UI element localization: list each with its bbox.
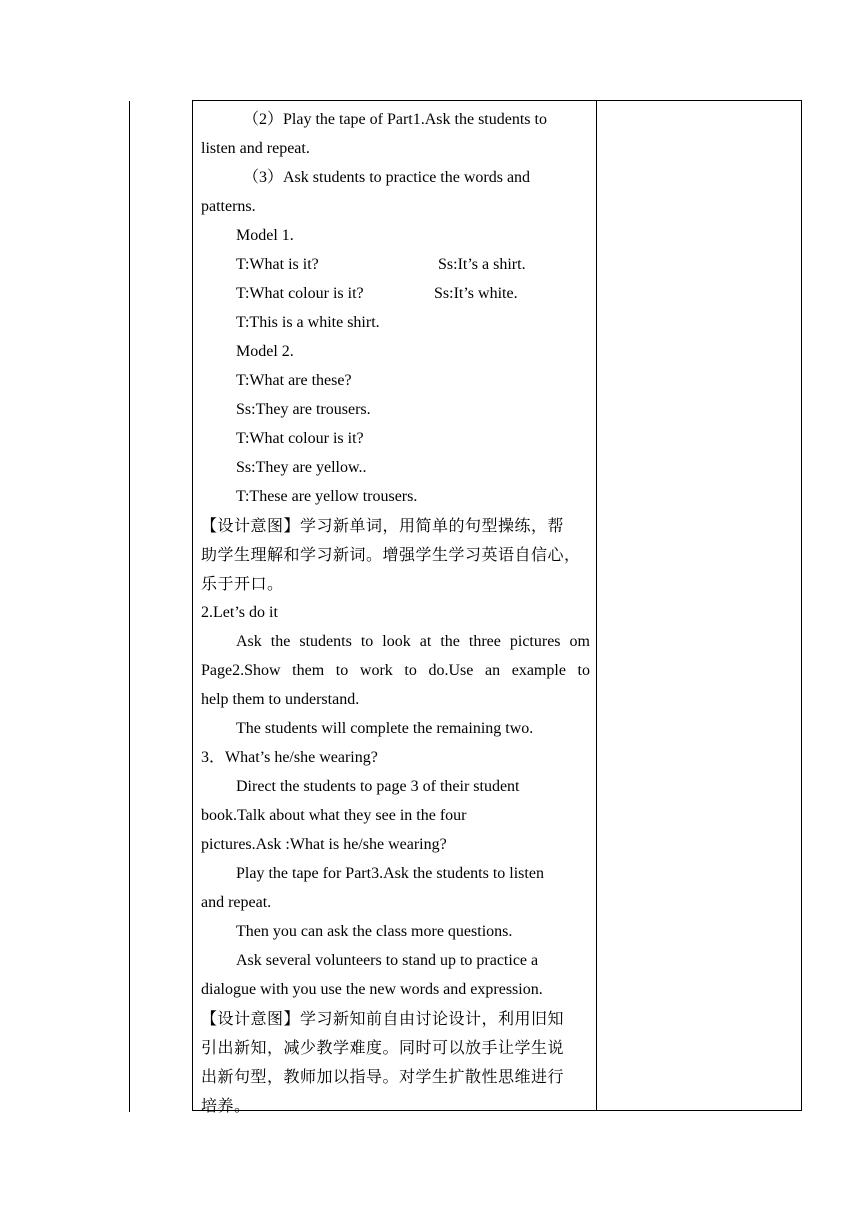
text-line: T:What are these?: [236, 372, 352, 389]
lesson-table: [192, 100, 802, 1115]
dialogue-line: [201, 279, 590, 308]
text-line: Page2.Show them to work to do.Use an example to: [201, 662, 590, 679]
text-line: pictures.Ask :What is he/she wearing?: [201, 836, 447, 853]
text-line: Direct the students to page 3 of their student: [236, 778, 520, 795]
text-line: Model 1.: [236, 227, 294, 244]
text-line: Ask several volunteers to stand up to practice a: [236, 952, 539, 969]
design-intent-line: 培养。: [201, 1096, 251, 1115]
text-line: Play the tape for Part3.Ask the students to listen: [236, 865, 544, 882]
text-line: （3）Ask students to practice the words and: [243, 169, 531, 186]
dialogue-line: [201, 250, 590, 279]
notes-cell: [597, 101, 801, 1110]
section-heading: 3．What’s he/she wearing?: [201, 749, 378, 766]
students-line: Ss:It’s white.: [434, 285, 518, 302]
text-line: and repeat.: [201, 894, 272, 911]
text-line: Model 2.: [236, 343, 294, 360]
teacher-line: T:What colour is it?: [236, 285, 364, 302]
text-line: Ss:They are yellow..: [236, 459, 367, 476]
text-line: （2）Play the tape of Part1.Ask the students to: [243, 111, 547, 128]
text-line: Ask the students to look at the three pictures om: [236, 633, 590, 650]
design-intent-line: 出新句型，教师加以指导。对学生扩散性思维进行: [201, 1067, 565, 1086]
teacher-line: T:What is it?: [236, 256, 319, 273]
text-line: Then you can ask the class more questions.: [236, 923, 513, 940]
teaching-procedure-cell: [193, 101, 597, 1115]
text-line: The students will complete the remaining two.: [236, 720, 534, 737]
text-line: dialogue with you use the new words and expression.: [201, 981, 543, 998]
design-intent-line: 【设计意图】学习新单词，用简单的句型操练，帮: [201, 516, 565, 535]
students-line: Ss:It’s a shirt.: [438, 256, 526, 273]
text-line: help them to understand.: [201, 691, 360, 708]
section-heading: 2.Let’s do it: [201, 604, 278, 621]
design-intent-line: 引出新知，减少教学难度。同时可以放手让学生说: [201, 1038, 565, 1057]
text-line: T:What colour is it?: [236, 430, 364, 447]
text-line: T:These are yellow trousers.: [236, 488, 418, 505]
design-intent-line: 【设计意图】学习新知前自由讨论设计，利用旧知: [201, 1009, 565, 1028]
text-line: T:This is a white shirt.: [236, 314, 380, 331]
text-line: book.Talk about what they see in the four: [201, 807, 467, 824]
left-margin-rule: [129, 101, 130, 1112]
text-line: Ss:They are trousers.: [236, 401, 371, 418]
design-intent-line: 乐于开口。: [201, 574, 284, 593]
design-intent-line: 助学生理解和学习新词。增强学生学习英语自信心，: [201, 545, 581, 564]
text-line: listen and repeat.: [201, 140, 310, 157]
text-line: patterns.: [201, 198, 256, 215]
